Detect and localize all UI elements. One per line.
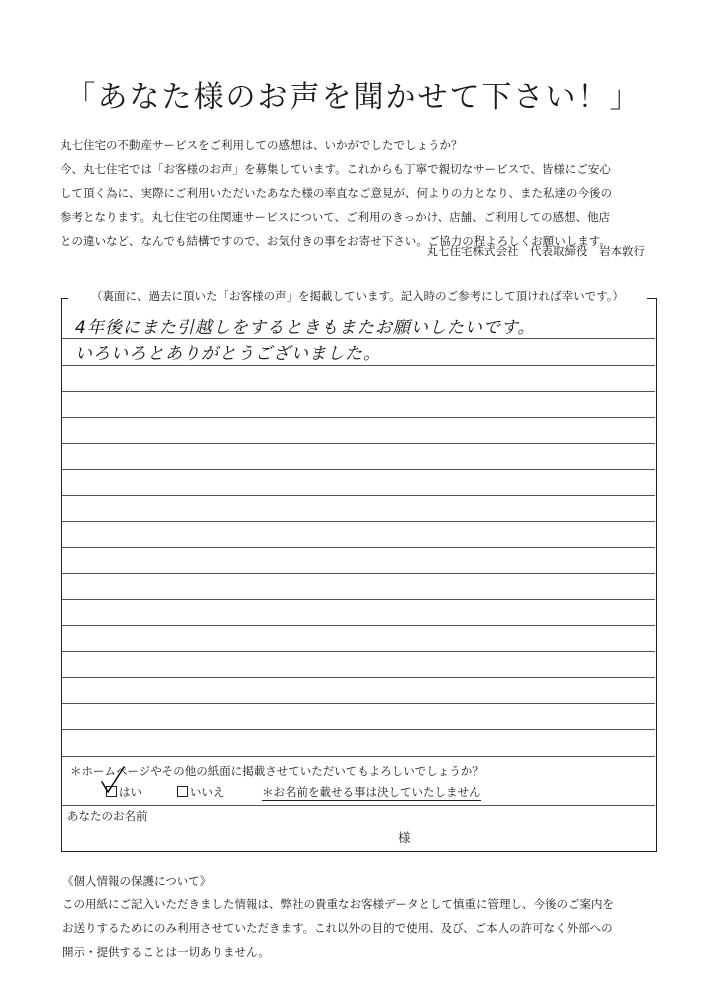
intro-line: 丸七住宅の不動産サービスをご利用しての感想は、いかがでしたでしょうか？ [60, 138, 463, 152]
ruled-line [62, 521, 655, 522]
ruled-line [62, 625, 655, 626]
handwritten-comment: いろいろとありがとうございました。 [75, 344, 381, 364]
ruled-line [62, 365, 655, 366]
intro-line: して頂く為に、実際にご利用いただいたあなた様の率直なご意見が、何よりの力となり、また私達の今後の [60, 186, 612, 200]
ruled-line [62, 391, 655, 392]
ruled-line [62, 756, 655, 757]
privacy-line: お送りするためにのみ利用させていただきます。これ以外の目的で使用、及び、ご本人の許可なく外部への [62, 921, 613, 935]
ruled-line [62, 443, 655, 444]
ruled-line [62, 729, 655, 730]
intro-line: 今、丸七住宅では「お客様のお声」を募集しています。これからも丁寧で親切なサービスで、皆様にご安心 [60, 162, 611, 176]
ruled-line [62, 677, 655, 678]
privacy-text [62, 892, 662, 964]
ruled-line [62, 573, 655, 574]
ruled-line [62, 417, 655, 418]
intro-text [60, 133, 660, 253]
ruled-line [62, 495, 655, 496]
intro-line: 参考となります。丸七住宅の住関連サービスについて、ご利用のきっかけ、店舗、ご利用しての感想、他店 [60, 210, 611, 224]
form-note: （裏面に、過去に頂いた「お客様の声」を掲載しています。記入時のご参考にして頂ければ幸いです。） [68, 288, 647, 304]
no-label: いいえ [190, 785, 225, 799]
ruled-line [62, 469, 655, 470]
privacy-line: この用紙にご記入いただきました情報は、弊社の貴重なお客様データとして慎重に管理し、今後のご案内を [62, 897, 614, 911]
ruled-line [62, 805, 655, 806]
ruled-line [62, 703, 655, 704]
intro-line: との違いなど、なんでも結構ですので、お気付きの事をお寄せ下さい。ご協力の程よろしくお願いします。 [60, 234, 611, 248]
option-no[interactable] [177, 784, 225, 800]
no-name-note: ＊お名前を載せる事は決していたしません [262, 785, 481, 799]
ruled-line [62, 651, 655, 652]
name-suffix: 様 [398, 830, 411, 845]
privacy-title: 《個人情報の保護について》 [62, 874, 212, 888]
ruled-line [62, 599, 655, 600]
handwritten-comment: 4年後にまた引越しをするときもまたお願いしたいです。 [75, 318, 536, 338]
checkmark-icon [100, 766, 126, 794]
signature: 丸七住宅株式会社 代表取締役 岩本敦行 [426, 244, 645, 258]
ruled-line [62, 547, 655, 548]
page-title: 「あなた様のお声を聞かせて下さい！」 [65, 80, 642, 115]
publish-question: ＊ホームページやその他の紙面に掲載させていただいてもよろしいでしょうか？ [70, 764, 484, 778]
privacy-line: 開示・提供することは一切ありません。 [62, 945, 270, 959]
yes-label: はい [119, 785, 142, 799]
name-label: あなたのお名前 [67, 809, 148, 823]
no-checkbox[interactable] [177, 786, 188, 797]
